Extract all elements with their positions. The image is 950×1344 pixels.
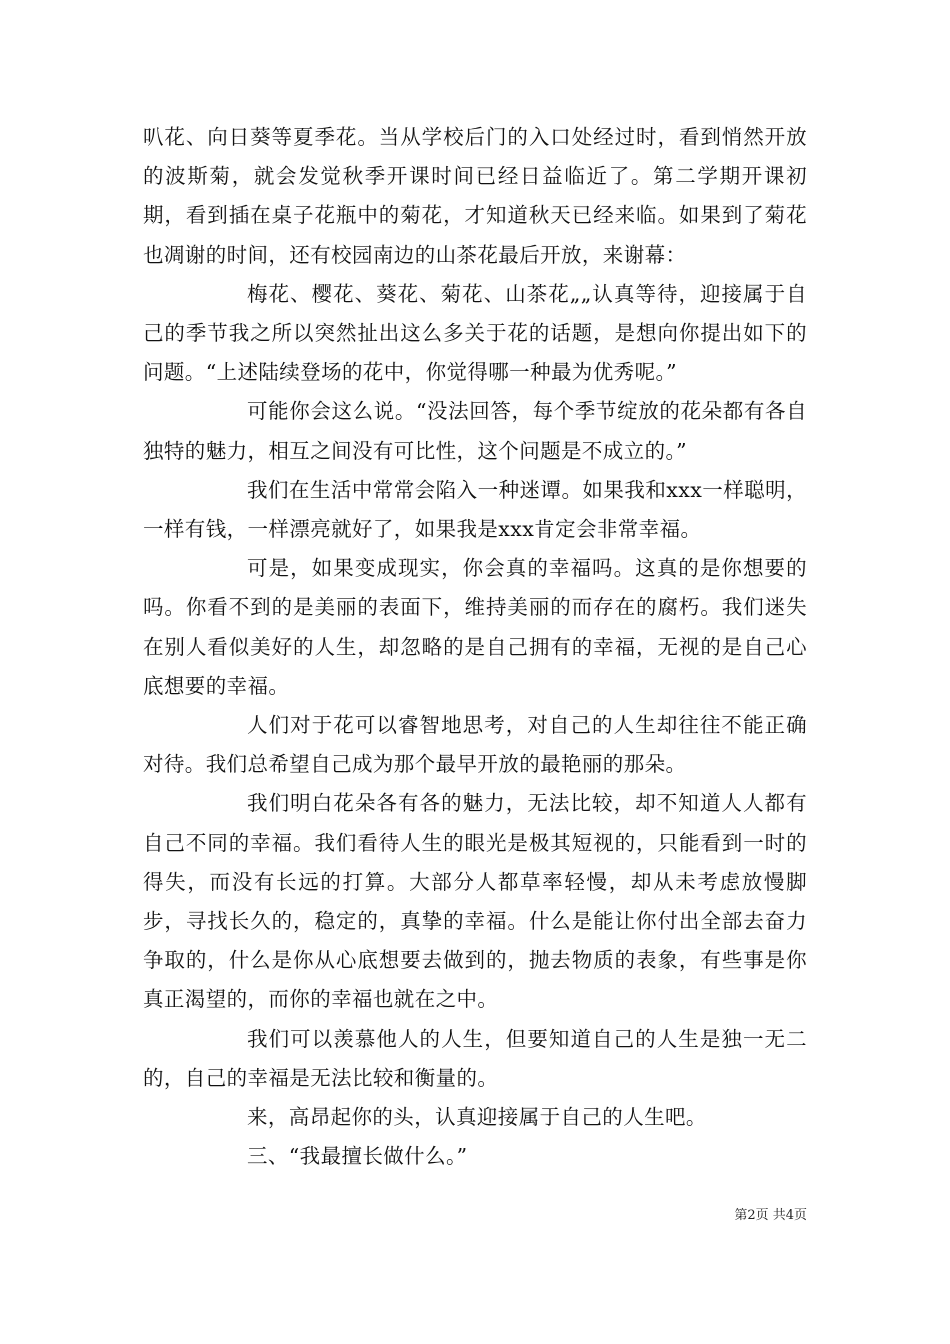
- page-number: 第2页 共4页: [734, 1208, 807, 1223]
- paragraph-2: 梅花、樱花、葵花、菊花、山茶花„„认真等待，迎接属于自己的季节我之所以突然扯出这么多关于花的话题，是想向你提出如下的问题。“上述陆续登场的花中，你觉得哪一种最为优秀呢。”: [143, 281, 807, 385]
- paragraph-4: 我们在生活中常常会陷入一种迷谭。如果我和xxx一样聪明，一样有钱，一样漂亮就好了，如果我是xxx肯定会非常幸福。: [143, 477, 807, 542]
- section-heading: 三、“我最擅长做什么。”: [247, 1144, 468, 1169]
- paragraph-8: 我们可以羡慕他人的人生，但要知道自己的人生是独一无二的，自己的幸福是无法比较和衡量的。: [143, 1026, 807, 1090]
- paragraph-3: 可能你会这么说。“没法回答，每个季节绽放的花朵都有各自独特的魅力，相互之间没有可比性，这个问题是不成立的。”: [143, 399, 807, 463]
- document-body: [143, 118, 807, 1176]
- paragraph-5: 可是，如果变成现实，你会真的幸福吗。这真的是你想要的吗。你看不到的是美丽的表面下，维持美丽的而存在的腐朽。我们迷失在别人看似美好的人生，却忽略的是自己拥有的幸福，无视的是自己心底想要的幸福。: [143, 556, 807, 698]
- paragraph-9: 来，高昂起你的头，认真迎接属于自己的人生吧。: [247, 1105, 707, 1130]
- paragraph-6: 人们对于花可以睿智地思考，对自己的人生却往往不能正确对待。我们总希望自己成为那个最早开放的最艳丽的那朵。: [143, 713, 807, 777]
- paragraph-7: 我们明白花朵各有各的魅力，无法比较，却不知道人人都有自己不同的幸福。我们看待人生的眼光是极其短视的，只能看到一时的得失，而没有长远的打算。大部分人都草率轻慢，却从未考虑放慢脚步，寻找长久的，稳定的，真挚的幸福。什么是能让你付出全部去奋力争取的，什么是你从心底想要去做到的，抛去物质的表象，有些事是你真正渴望的，而你的幸福也就在之中。: [143, 791, 807, 1012]
- paragraph-1: 叭花、向日葵等夏季花。当从学校后门的入口处经过时，看到悄然开放的波斯菊，就会发觉秋季开课时间已经日益临近了。第二学期开课初期，看到插在桌子花瓶中的菊花，才知道秋天已经来临。如果到了菊花也凋谢的时间，还有校园南边的山茶花最后开放，来谢幕：: [143, 125, 807, 267]
